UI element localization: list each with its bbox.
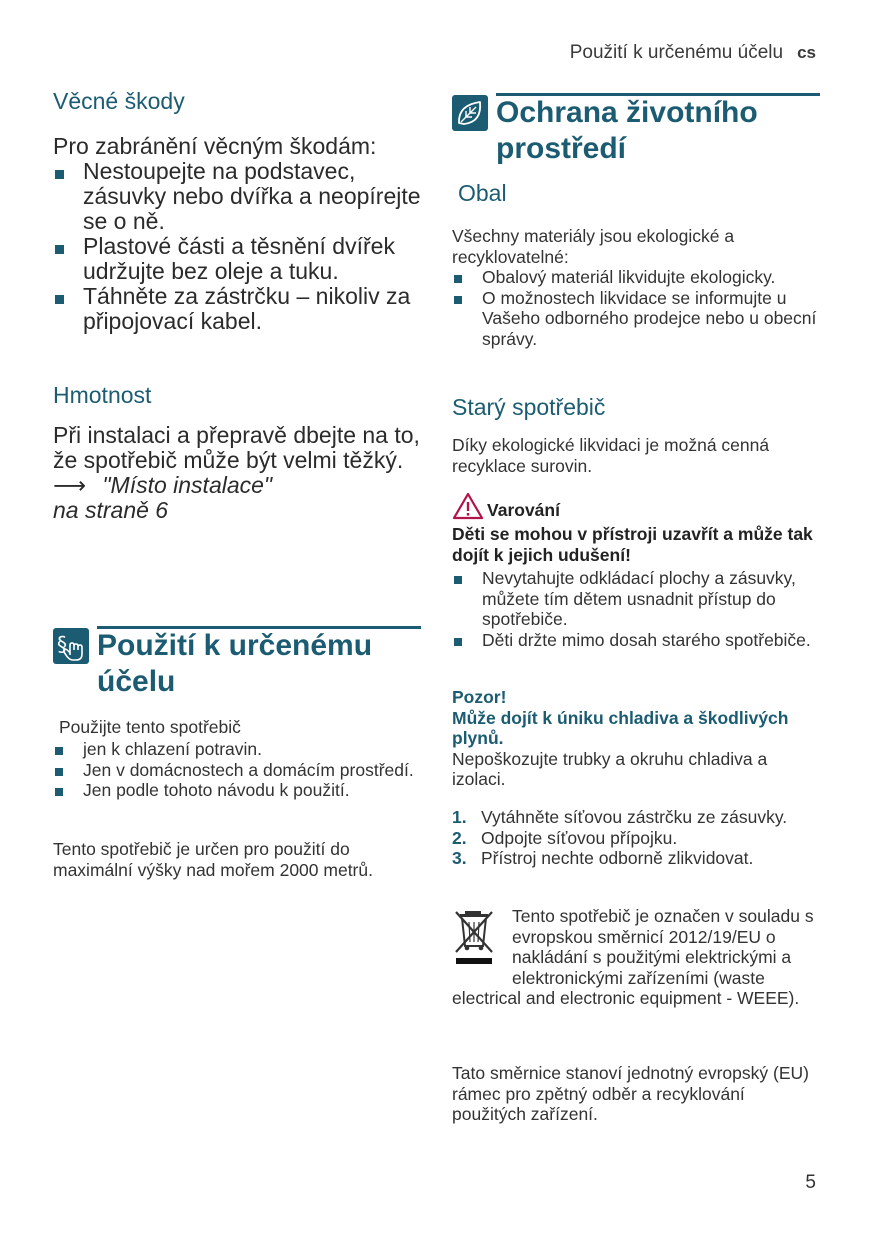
altitude-note: Tento spotřebič je určen pro použití do maximální výšky nad mořem 2000 metrů. [53, 839, 373, 880]
packaging-intro: Všechny materiály jsou ekologické a recyklovatelné: [452, 226, 735, 267]
intended-use-title [97, 628, 372, 700]
step-item [452, 848, 820, 869]
weee-block [452, 906, 820, 1009]
caution-block [452, 687, 820, 790]
packaging-list [452, 267, 820, 349]
warning-label: Varování [487, 500, 560, 520]
step-item [452, 828, 820, 849]
directive-text: Tato směrnice stanoví jednotný evropský (EU) rámec pro zpětný odběr a recyklování použitých zařízení. [452, 1063, 809, 1124]
list-item: Nevytahujte odkládací plochy a zásuvky, můžete tím dětem usnadnit přístup do spotřebiče. [452, 568, 820, 630]
step-text: Přístroj nechte odborně zlikvidovat. [481, 848, 754, 868]
caution-label: Pozor! [452, 687, 507, 707]
step-item [452, 807, 820, 828]
damage-list [53, 159, 421, 334]
old-appliance-text: Díky ekologické likvidaci je možná cenná recyklace surovin. [452, 435, 770, 476]
weight-heading: Hmotnost [53, 382, 152, 408]
packaging-heading: Obal [458, 180, 507, 206]
title-line: účelu [97, 665, 176, 698]
environment-title [496, 95, 758, 167]
warning-list [452, 568, 820, 650]
list-item: Táhněte za zástrčku – nikoliv za připojovací kabel. [53, 284, 421, 334]
paragraph-hand-icon [53, 628, 89, 664]
svg-text:§: § [57, 632, 67, 656]
reference-page: na straně 6 [53, 497, 169, 523]
warning-block [452, 492, 820, 650]
list-item: Nestoupejte na podstavec, zásuvky nebo dvířka a neopírejte se o ně. [53, 159, 421, 234]
disposal-steps [452, 807, 820, 869]
damage-heading: Věcné škody [53, 88, 185, 114]
list-item: Plastové části a těsnění dvířek udržujte bez oleje a tuku. [53, 234, 421, 284]
step-number: 1. [452, 807, 467, 827]
weight-text [53, 423, 421, 523]
list-item: Jen v domácnostech a domácím prostředí. [53, 760, 421, 781]
title-line: Ochrana životního [496, 96, 758, 129]
list-item: O možnostech likvidace se informujte u Vašeho odborného prodejce nebo u obecní správy. [452, 288, 820, 350]
step-text: Vytáhněte síťovou zástrčku ze zásuvky. [481, 807, 788, 827]
weight-body: Při instalaci a přepravě dbejte na to, že spotřebič může být velmi těžký. [53, 422, 420, 473]
page-number: 5 [805, 1172, 816, 1193]
intended-use-intro: Použijte tento spotřebič [59, 717, 241, 737]
list-item: Jen podle tohoto návodu k použití. [53, 780, 421, 801]
crossed-bin-icon [452, 908, 498, 966]
running-header [570, 42, 816, 64]
list-item: Děti držte mimo dosah starého spotřebiče. [452, 630, 820, 651]
caution-text: Nepoškozujte trubky a okruhu chladiva a izolaci. [452, 748, 768, 789]
title-line: prostředí [496, 132, 627, 165]
weee-text: Tento spotřebič je označen v souladu s evropskou směrnicí 2012/19/EU o nakládání s použitými elektrickými a elektronickými zařízeními (waste electrical and electronic equipment - WEEE). [452, 906, 814, 1008]
warning-lead: Děti se mohou v přístroji uzavřít a může tak dojít k jejich udušení! [452, 524, 813, 565]
intended-use-list [53, 739, 421, 801]
step-number: 3. [452, 848, 467, 868]
title-line: Použití k určenému [97, 629, 373, 662]
damage-intro: Pro zabránění věcným škodám: [53, 133, 377, 159]
header-title: Použití k určenému účelu [569, 42, 784, 63]
step-text: Odpojte síťovou přípojku. [481, 827, 678, 848]
old-appliance-heading: Starý spotřebič [452, 394, 606, 420]
reference-title: "Místo instalace" [102, 472, 273, 498]
caution-lead: Může dojít k úniku chladiva a škodlivých plynů. [452, 707, 789, 748]
warning-label-row [452, 492, 820, 520]
leaf-icon [452, 95, 488, 131]
list-item: jen k chlazení potravin. [53, 739, 421, 760]
warning-triangle-icon [452, 492, 484, 520]
cross-reference[interactable] [53, 473, 421, 498]
arrow-icon: ⟶ [53, 472, 86, 498]
language-code: cs [797, 43, 816, 62]
list-item: Obalový materiál likvidujte ekologicky. [452, 267, 820, 288]
step-number: 2. [452, 827, 467, 848]
